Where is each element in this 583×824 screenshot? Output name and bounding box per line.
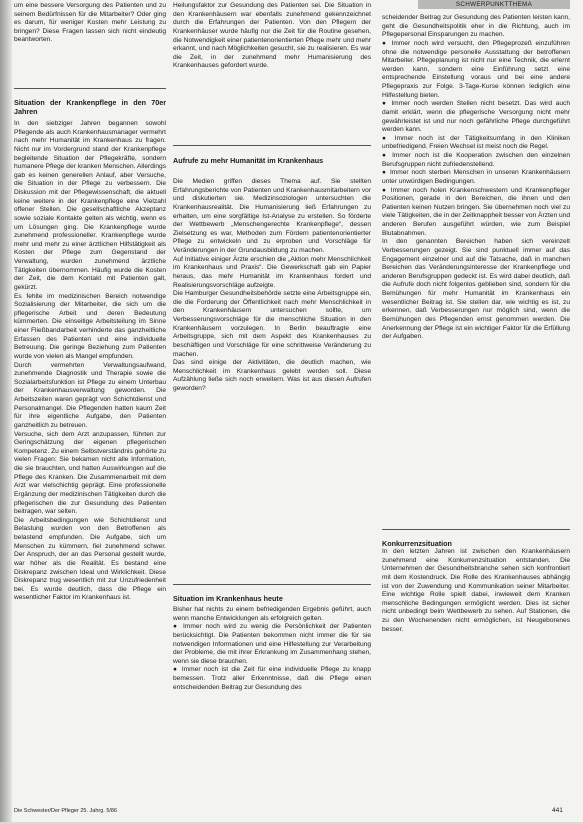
paragraph: Die Medien griffen dieses Thema auf. Sie stellten Erfahrungsberichte von Patienten und Krankenhausmitarbeitern vor und diskutierten sie. Medizinsoziologen untersuchten die Krankenhausrealität. Die Humanisierung ließ Erfahrungen zu erhalten, um eine sorgfältige Ist-Analyse zu erstellen. So förderte der Wettbewerb „Menschengerechte Krankenpflege“, dessen Zielsetzung es war, Methoden zum Fördern patientenorientierter Pflege zu entwickeln und zu erproben und Vorschläge für Veränderungen in der Grundausbildung zu machen. bbox=[173, 178, 371, 254]
col2-heading2-block bbox=[173, 588, 371, 607]
bullet-paragraph: ● Immer noch holen Krankenschwestern und Krankenpfleger Positionen, gerade in den Bereichen, die ihnen und den Patienten keinen Nutzen bringen. Sie übernehmen noch viel zu viele Tätigkeiten, die in der Zeitknappheit besser von Ärzten und anderen Berufen ausgeführt würden, wie zum Beispiel Blutabnahmen. bbox=[382, 187, 570, 239]
col1-body bbox=[14, 120, 166, 810]
paragraph: Versuche, sich dem Arzt anzupassen, führten zur Geringschätzung der eigenen pflegerischen Kompetenz. Zu einem Selbstverständnis gehörte zu vielen Fragen: Sie bekamen nicht alle Information, die sie brauchten, und hatten Auswirkungen auf die Pflege des Kranken. Die Zusammenarbeit mit dem Arzt war vielschichtig geprägt. Eine professionelle Ergänzung der medizinischen Tätigkeiten durch die pflegerischen die zur Gesundung des Patienten beitragen, war selten. bbox=[14, 430, 166, 516]
paragraph: Durch vermehrten Verwaltungsaufwand, zunehmende Diagnostik und Therapie sowie die Sozialarbeitsfunktion ist Pflege zu einem Unterbau der Krankenhausverwaltung geworden. Die Arbeitszeiten waren geprägt von Schichtdienst und Personalmangel. Die Pflegenden hatten kaum Zeit für ihre eigentliche Aufgabe, den Patienten ganzheitlich zu betreuen. bbox=[14, 361, 166, 429]
col3-body1 bbox=[382, 14, 570, 526]
bullet-paragraph: ● Immer noch ist die Zeit für eine individuelle Pflege zu knapp bemessen. Trotz aller Erkenntnisse, daß die Pflege einen entscheidenden Beitrag zur Gesundung des bbox=[173, 666, 371, 692]
paragraph: Auf Initiative einiger Ärzte erschien die „Aktion mehr Menschlichkeit im Krankenhaus und Praxis“. Die Gewerkschaft gab ein Papier heraus, das mehr Humanität im Krankenhaus fordert und Realisierungsvorschläge aufzeigte. bbox=[173, 255, 371, 289]
bullet-paragraph: ● Immer noch werden Stellen nicht besetzt. Das wird auch damit erklärt, wenn die pflegerische Versorgung nicht mehr gewährleistet ist und nur noch gefährliche Pflege durchgeführt werden kann. bbox=[382, 100, 570, 135]
section-tag: SCHWERPUNKTTHEMA bbox=[418, 0, 570, 9]
bullet-paragraph: ● Immer noch ist der Tätigkeitsumfang in den Kliniken unbefriedigend. Freien Wechsel ist meist noch die Regel. bbox=[382, 135, 570, 152]
divider bbox=[14, 88, 166, 89]
col2-body2 bbox=[173, 606, 371, 816]
col3-body2 bbox=[382, 548, 570, 800]
divider bbox=[173, 584, 371, 585]
paragraph: Die Arbeitsbedingungen wie Schichtdienst und Belastung wurden von den Betroffenen als belastend empfunden. Die Aufgabe, sich um Menschen zu kümmern, fiel zunehmend schwer. Der Anspruch, der an das Personal gestellt wurde, war höher als die Realität. Es bestand eine Diskrepanz zwischen Ideal und Wirklichkeit. Diese Diskrepanz trug wesentlich mit zur Unzufriedenheit bei. Es wurde deutlich, dass die Pflege ein wesentlicher Faktor im Krankenhaus ist. bbox=[14, 516, 166, 602]
paragraph: scheidender Beitrag zur Gesundung des Patienten leisten kann, geht die Gesundheitspolitik eher in die Richtung, auch im Pflegepersonal Einsparungen zu machen. bbox=[382, 14, 570, 39]
col2-intro bbox=[173, 2, 371, 142]
col2-heading1: Aufrufe zu mehr Humanität im Krankenhaus bbox=[173, 156, 324, 165]
col3-heading: Konkurrenzsituation bbox=[382, 539, 452, 548]
bullet-paragraph: ● Immer noch ist die Kooperation zwischen den einzelnen Berufsgruppen nicht zufriedenstellend. bbox=[382, 152, 570, 169]
paragraph: Das sind einige der Aktivitäten, die deutlich machen, wie Menschlichkeit im Krankenhaus gelebt werden soll. Diese Aufzählung ließe sich noch erweitern. Was ist aus diesen Aufrufen geworden? bbox=[173, 359, 371, 392]
bullet-paragraph: ● Immer noch wird zu wenig die Persönlichkeit der Patienten berücksichtigt. Die Patienten bekommen nicht immer die für sie notwendigen Informationen und eine Hilfestellung zur Verarbeitung der Probleme, die mit ihrer Erkrankung im Zusammenhang stehen, wenn sie diese brauchen. bbox=[173, 623, 371, 666]
paragraph: In den genannten Bereichen haben sich vereinzelt Verbesserungen gezeigt. Sie sind punktuell immer auf das Engagement einzelner und auf die Tatsache, daß in manchen Bereichen das Veränderungsinteresse der Krankenpflege und anderen Berufsgruppen gedeckt ist. Es wird dabei deutlich, daß die Aufrufe doch nicht folgenlos geblieben sind, sondern für die Bemühungen für mehr Humanität im Krankenhaus ein wesentlicher Beitrag ist. Sie stellen dar, wie wichtig es ist, zu erkennen, daß Verbesserungen nur möglich sind, wenn die Bemühungen des Pflegenden ernst genommen werden. Die Anerkennung der Pflege ist ein wichtiger Faktor für die Erfüllung der Aufgaben. bbox=[382, 238, 570, 341]
col1-heading-block bbox=[14, 92, 166, 120]
paragraph: Bisher hat nichts zu einem befriedigenden Ergebnis geführt, auch wenn manche Entwicklungen als erfolgreich gelten. bbox=[173, 606, 371, 622]
paragraph: In den siebziger Jahren begannen sowohl Pflegende als auch Krankenhausmanager vermehrt nach mehr Humanität im Krankenhaus zu fragen. Nicht nur im Vordergrund stand der Krankenpflege begleitende Situation der Pflegekräfte, sondern humanere Pflege der kranken Menschen. Allerdings gab es keinen generellen Anlauf, aber Versuche, die Situation in der Pflege zu verbessern. Die Diskussion mit der Pflegewissenschaft, die aktuell keine weitere in der Krankenpflege eine Vielzahl offener Stellen. Die gesellschaftliche Akzeptanz sowie soziale Kontakte gelten als wichtig, wenn es um Lösungen ging. Die Krankenpflege wurde zunehmend professioneller. Krankenpflege wurde mehr und mehr zu einer ärztlichen Hilfstätigkeit als Kosten der Pflege zum Gegenstand der Verwaltung, wurden zunehmend ärztliche Tätigkeiten übernommen. Häufig wurde die Kosten der Zeit, die dem Kontakt mit Patienten galt, gekürzt. bbox=[14, 120, 166, 291]
col2-body1 bbox=[173, 178, 371, 582]
divider bbox=[173, 145, 371, 146]
paragraph: Die Hamburger Gesundheitsbehörde setzte eine Arbeitsgruppe ein, die die Forderung der Öffentlichkeit nach mehr Menschlichkeit in den Krankenhäusern untersuchen sollte, um Verbesserungsvorschläge für die menschliche Situation in den Krankenhäusern vorzulegen. In Berlin beauftragte eine Arbeitsgruppe, sich mit dem Aspekt des Krankenhauses zu beschäftigen und Vorschläge für eine schrittweise Veränderung zu machen. bbox=[173, 290, 371, 358]
bullet-paragraph: ● Immer noch sterben Menschen in unseren Krankenhäusern unter unwürdigen Bedingungen. bbox=[382, 169, 570, 186]
bullet-paragraph: ● Immer noch wird versucht, den Pflegeprozeß einzuführen ohne die notwendige personelle Ausstattung der betroffenen Mitarbeiter. Pflegeplanung ist nicht nur eine Technik, die erlernt werden kann, sondern eine Einführung setzt eine entsprechende Einstellung voraus und bei eine andere Pflegepraxis zur Folge. 3-Tage-Kurse können lediglich eine Hilfestellung bieten. bbox=[382, 40, 570, 100]
paragraph: In den letzten Jahren ist zwischen den Krankenhäusern zunehmend eine Konkurrenzsituation entstanden. Die Unternehmen der Gesundheitsbranche sehen sich konfrontiert mit dem Kostendruck. Die Rolle des Krankenhauses abhängig ist von der Zuwendung und Kommunikation seiner Mitarbeiter. Eine wichtige Rolle spielt dabei, inwieweit dem Kranken menschliche Bedingungen ermöglicht werden. Dies ist sicher nicht unbedingt beim Wettbewerb zu sehen. Auf Stationen, die zu den Wochenenden nicht ermöglichen, ist Neugeborenes besser. bbox=[382, 548, 570, 633]
page-fold-shadow bbox=[0, 0, 12, 822]
col2-heading1-block bbox=[173, 150, 371, 169]
col2-heading2: Situation im Krankenhaus heute bbox=[173, 594, 283, 603]
col2-intro-text: Heilungsfaktor zur Gesundung des Patienten sei. Die Situation in den Krankenhäusern war ebenfalls zunehmend gekennzeichnet durch die Erfahrungen der Patienten. Von den Pflegern der Krankenhäuser wurde häufig nur die Zeit für die Routine gesehen, die Notwendigkeit einer patientenorientierten Pflege mehr und mehr erkannt, und nach Möglichkeiten gesucht, sie zu realisieren. Es war die Zeit, in der zunehmend mehr Humanisierung des Krankenhauses gefordert wurde. bbox=[173, 2, 371, 70]
divider bbox=[382, 529, 570, 530]
col1-heading: Situation der Krankenpflege in den 70er Jahren bbox=[14, 98, 166, 116]
col1-intro-text: um eine bessere Versorgung des Patienten und zu seinem Bedürfnissen für die Mitarbeiter? Oder ging es darum, für weniger Kosten mehr Leistung zu bringen? Diese Fragen lassen sich nicht eindeutig beantworten. bbox=[14, 2, 166, 44]
page-number: 441 bbox=[552, 807, 563, 814]
paragraph: Es fehlte im medizinischen Bereich notwendige Sozialisierung der Mitarbeiter, die sich um die pflegerische Arbeit und deren Bedeutung kümmerten. Die einseitige Arbeitsteilung im Sinne einer Fließbandarbeit verhinderte das ganzheitliche Erfassen des Patienten und eine individuelle Betreuung. Die geringe Beziehung zum Patienten wurde von vielen als Mangel empfunden. bbox=[14, 292, 166, 360]
journal-footer: Die Schwester/Der Pfleger 25. Jahrg. 5/86 bbox=[14, 808, 118, 814]
